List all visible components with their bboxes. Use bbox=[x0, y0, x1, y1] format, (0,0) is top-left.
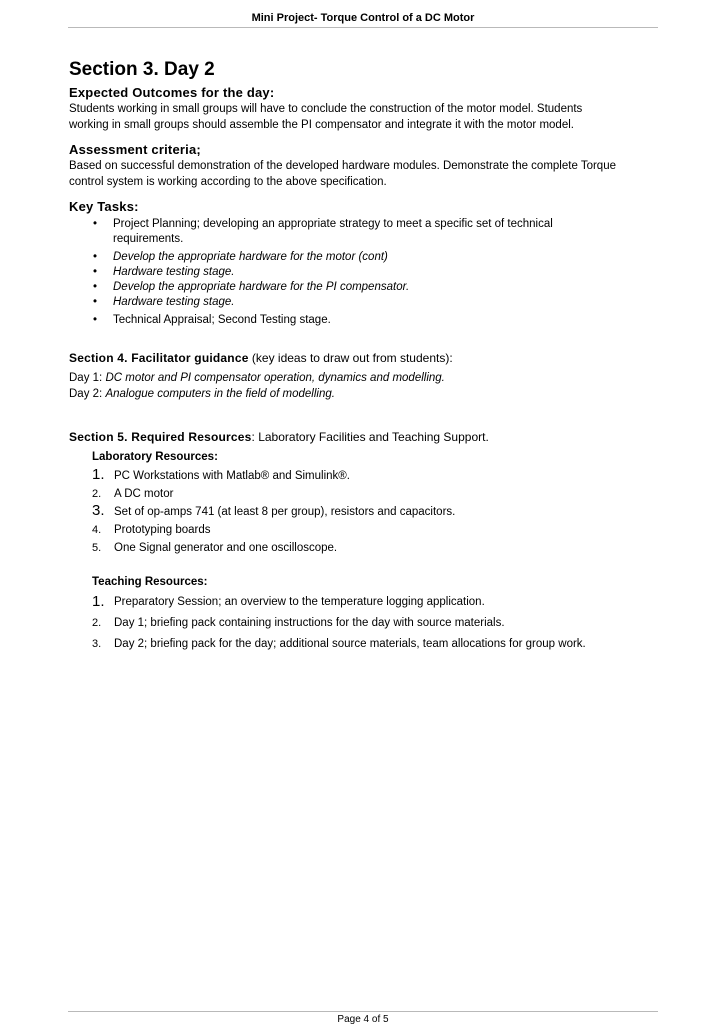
teaching-resources-list bbox=[92, 592, 659, 655]
item-text: Preparatory Session; an overview to the temperature logging application. bbox=[114, 596, 485, 608]
item-number: 2. bbox=[92, 617, 102, 629]
section-4-subtitle: (key ideas to draw out from students): bbox=[248, 351, 453, 365]
list-item bbox=[93, 250, 659, 265]
page-number: Page 4 of 5 bbox=[337, 1014, 389, 1025]
item-number: 3. bbox=[92, 502, 105, 519]
item-text: Set of op-amps 741 (at least 8 per group), resistors and capacitors. bbox=[114, 506, 456, 518]
header-rule bbox=[68, 27, 658, 28]
list-item bbox=[92, 467, 659, 485]
expected-outcomes-line-1: Students working in small groups will have to conclude the construction of the motor model. Students bbox=[69, 103, 583, 115]
task-text-continued: requirements. bbox=[113, 233, 184, 245]
item-number: 5. bbox=[92, 542, 102, 554]
item-text: Day 1; briefing pack containing instructions for the day with source materials. bbox=[114, 617, 505, 629]
task-text: Hardware testing stage. bbox=[113, 296, 235, 308]
section-5-heading bbox=[69, 429, 659, 446]
key-tasks-heading: Key Tasks: bbox=[69, 199, 139, 214]
laboratory-resources-heading: Laboratory Resources: bbox=[92, 451, 218, 463]
section-5-subtitle: : Laboratory Facilities and Teaching Support. bbox=[251, 430, 489, 444]
item-number: 2. bbox=[92, 488, 102, 500]
task-text: Develop the appropriate hardware for the motor (cont) bbox=[113, 251, 388, 263]
section-3-title: Section 3. Day 2 bbox=[69, 59, 215, 80]
list-item bbox=[93, 217, 659, 247]
task-text: Develop the appropriate hardware for the PI compensator. bbox=[113, 281, 410, 293]
task-text: Hardware testing stage. bbox=[113, 266, 235, 278]
bullet-icon: • bbox=[93, 281, 98, 293]
day-2-text: Analogue computers in the field of modelling. bbox=[105, 388, 335, 400]
item-text: PC Workstations with Matlab® and Simulink®. bbox=[114, 470, 350, 482]
list-item bbox=[92, 503, 659, 521]
item-text: One Signal generator and one oscilloscope. bbox=[114, 542, 338, 554]
teaching-resources-heading: Teaching Resources: bbox=[92, 576, 208, 588]
page-header: Mini Project- Torque Control of a DC Motor bbox=[251, 12, 475, 24]
list-item bbox=[93, 265, 659, 280]
key-tasks-list bbox=[69, 217, 659, 328]
list-item bbox=[93, 313, 659, 328]
assessment-line-1: Based on successful demonstration of the developed hardware modules. Demonstrate the complete Torque bbox=[69, 160, 616, 172]
list-item bbox=[93, 295, 659, 310]
item-number: 1. bbox=[92, 593, 105, 610]
day-1-text: DC motor and PI compensator operation, dynamics and modelling. bbox=[105, 372, 445, 384]
section-5-title: Section 5. Required Resources bbox=[69, 430, 252, 444]
assessment-criteria-heading: Assessment criteria; bbox=[69, 142, 201, 157]
bullet-icon: • bbox=[93, 314, 98, 326]
section-4-title: Section 4. Facilitator guidance bbox=[69, 351, 249, 365]
list-item bbox=[92, 539, 659, 557]
list-item bbox=[93, 280, 659, 295]
task-text: Project Planning; developing an appropriate strategy to meet a specific set of technical bbox=[113, 218, 553, 230]
expected-outcomes-line-2: working in small groups should assemble the PI compensator and integrate it with the motor model. bbox=[69, 119, 574, 131]
page-content bbox=[69, 58, 659, 655]
item-text: Day 2; briefing pack for the day; additional source materials, team allocations for group work. bbox=[114, 638, 586, 650]
item-number: 3. bbox=[92, 638, 102, 650]
day-1-label: Day 1: bbox=[69, 372, 106, 384]
footer-rule bbox=[68, 1011, 658, 1012]
expected-outcomes-heading: Expected Outcomes for the day: bbox=[69, 85, 275, 100]
assessment-line-2: control system is working according to the above specification. bbox=[69, 176, 387, 188]
day-2-label: Day 2: bbox=[69, 388, 106, 400]
item-number: 4. bbox=[92, 524, 102, 536]
section-4-heading bbox=[69, 350, 659, 367]
bullet-icon: • bbox=[93, 251, 98, 263]
item-number: 1. bbox=[92, 466, 105, 483]
list-item bbox=[92, 634, 659, 655]
day-2-guidance bbox=[69, 386, 659, 402]
bullet-icon: • bbox=[93, 218, 98, 230]
bullet-icon: • bbox=[93, 266, 98, 278]
item-text: A DC motor bbox=[114, 488, 174, 500]
task-text: Technical Appraisal; Second Testing stage. bbox=[113, 314, 331, 326]
day-1-guidance bbox=[69, 370, 659, 386]
laboratory-resources-list bbox=[92, 467, 659, 557]
list-item bbox=[92, 521, 659, 539]
list-item bbox=[92, 592, 659, 613]
list-item bbox=[92, 613, 659, 634]
list-item bbox=[92, 485, 659, 503]
bullet-icon: • bbox=[93, 296, 98, 308]
item-text: Prototyping boards bbox=[114, 524, 211, 536]
